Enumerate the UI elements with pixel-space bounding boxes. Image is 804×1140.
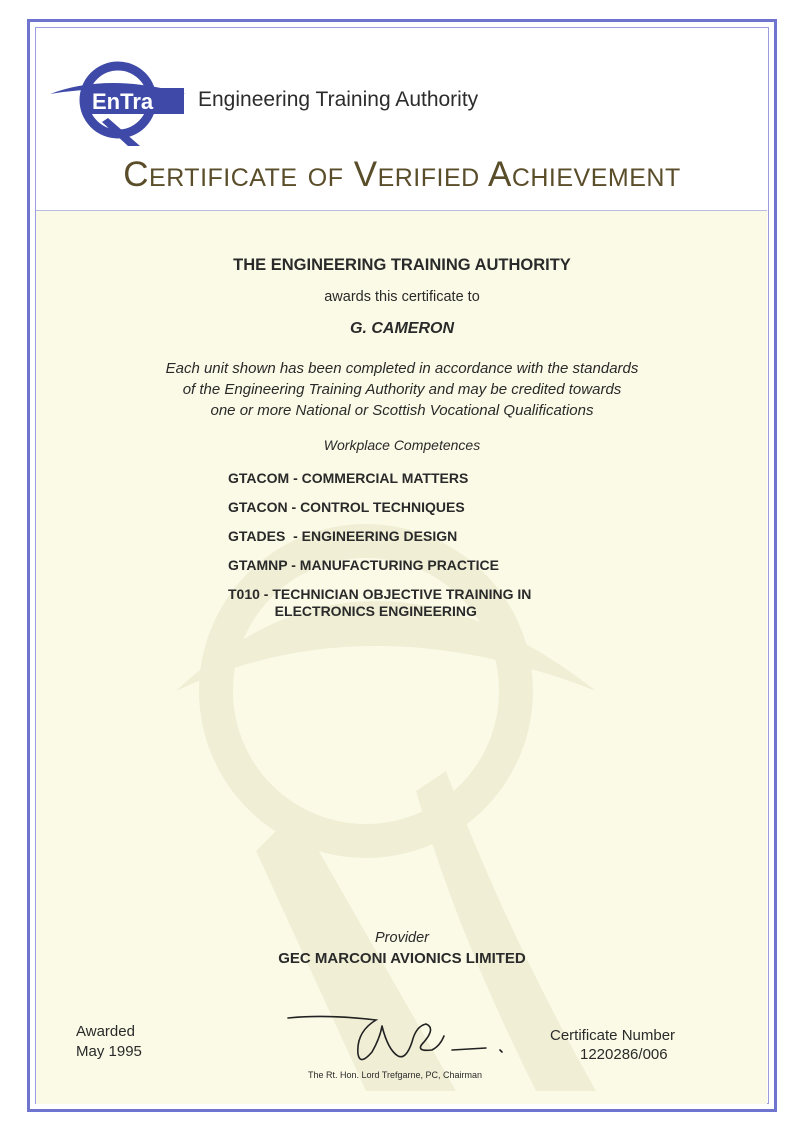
awarded-block <box>76 1022 142 1062</box>
statement-line: Each unit shown has been completed in accordance with the standards <box>165 360 639 377</box>
org-long-name: Engineering Training Authority <box>198 88 479 111</box>
unit-item: GTAMNP - MANUFACTURING PRACTICE <box>228 557 499 573</box>
unit-item: GTACOM - COMMERCIAL MATTERS <box>228 470 469 486</box>
provider-name: GEC MARCONI AVIONICS LIMITED <box>278 950 526 967</box>
signature-icon <box>286 1006 516 1068</box>
watermark-logo-icon <box>36 211 767 1104</box>
signatory-caption: The Rt. Hon. Lord Trefgarne, PC, Chairman <box>307 1070 483 1080</box>
certificate-number-label: Certificate Number <box>550 1027 676 1044</box>
statement-line: one or more National or Scottish Vocational Qualifications <box>210 402 594 419</box>
statement-line: of the Engineering Training Authority and may be credited towards <box>182 381 622 398</box>
awarded-label: Awarded <box>76 1023 135 1040</box>
unit-item: GTACON - CONTROL TECHNIQUES <box>228 499 465 515</box>
units-list <box>228 470 531 632</box>
statement <box>40 358 764 421</box>
unit-item-continuation: ELECTRONICS ENGINEERING <box>228 603 477 619</box>
certificate-number-block <box>550 1026 675 1064</box>
unit-item: GTADES - ENGINEERING DESIGN <box>228 528 458 544</box>
logo-wordmark: EnTra <box>92 89 154 114</box>
recipient-name: G. CAMERON <box>350 320 454 337</box>
awards-text: awards this certificate to <box>324 289 480 305</box>
awarding-organization: THE ENGINEERING TRAINING AUTHORITY <box>233 256 571 274</box>
certificate-title: Certificate of Verified Achievement <box>123 155 681 194</box>
certificate-number: 1220286/006 <box>580 1046 668 1063</box>
entra-logo-icon <box>48 58 198 148</box>
awarded-date: May 1995 <box>76 1043 142 1060</box>
certificate-panel <box>36 210 767 1104</box>
section-label: Workplace Competences <box>323 437 481 453</box>
provider-label: Provider <box>375 930 429 946</box>
unit-item: T010 - TECHNICIAN OBJECTIVE TRAINING IN <box>228 586 532 602</box>
